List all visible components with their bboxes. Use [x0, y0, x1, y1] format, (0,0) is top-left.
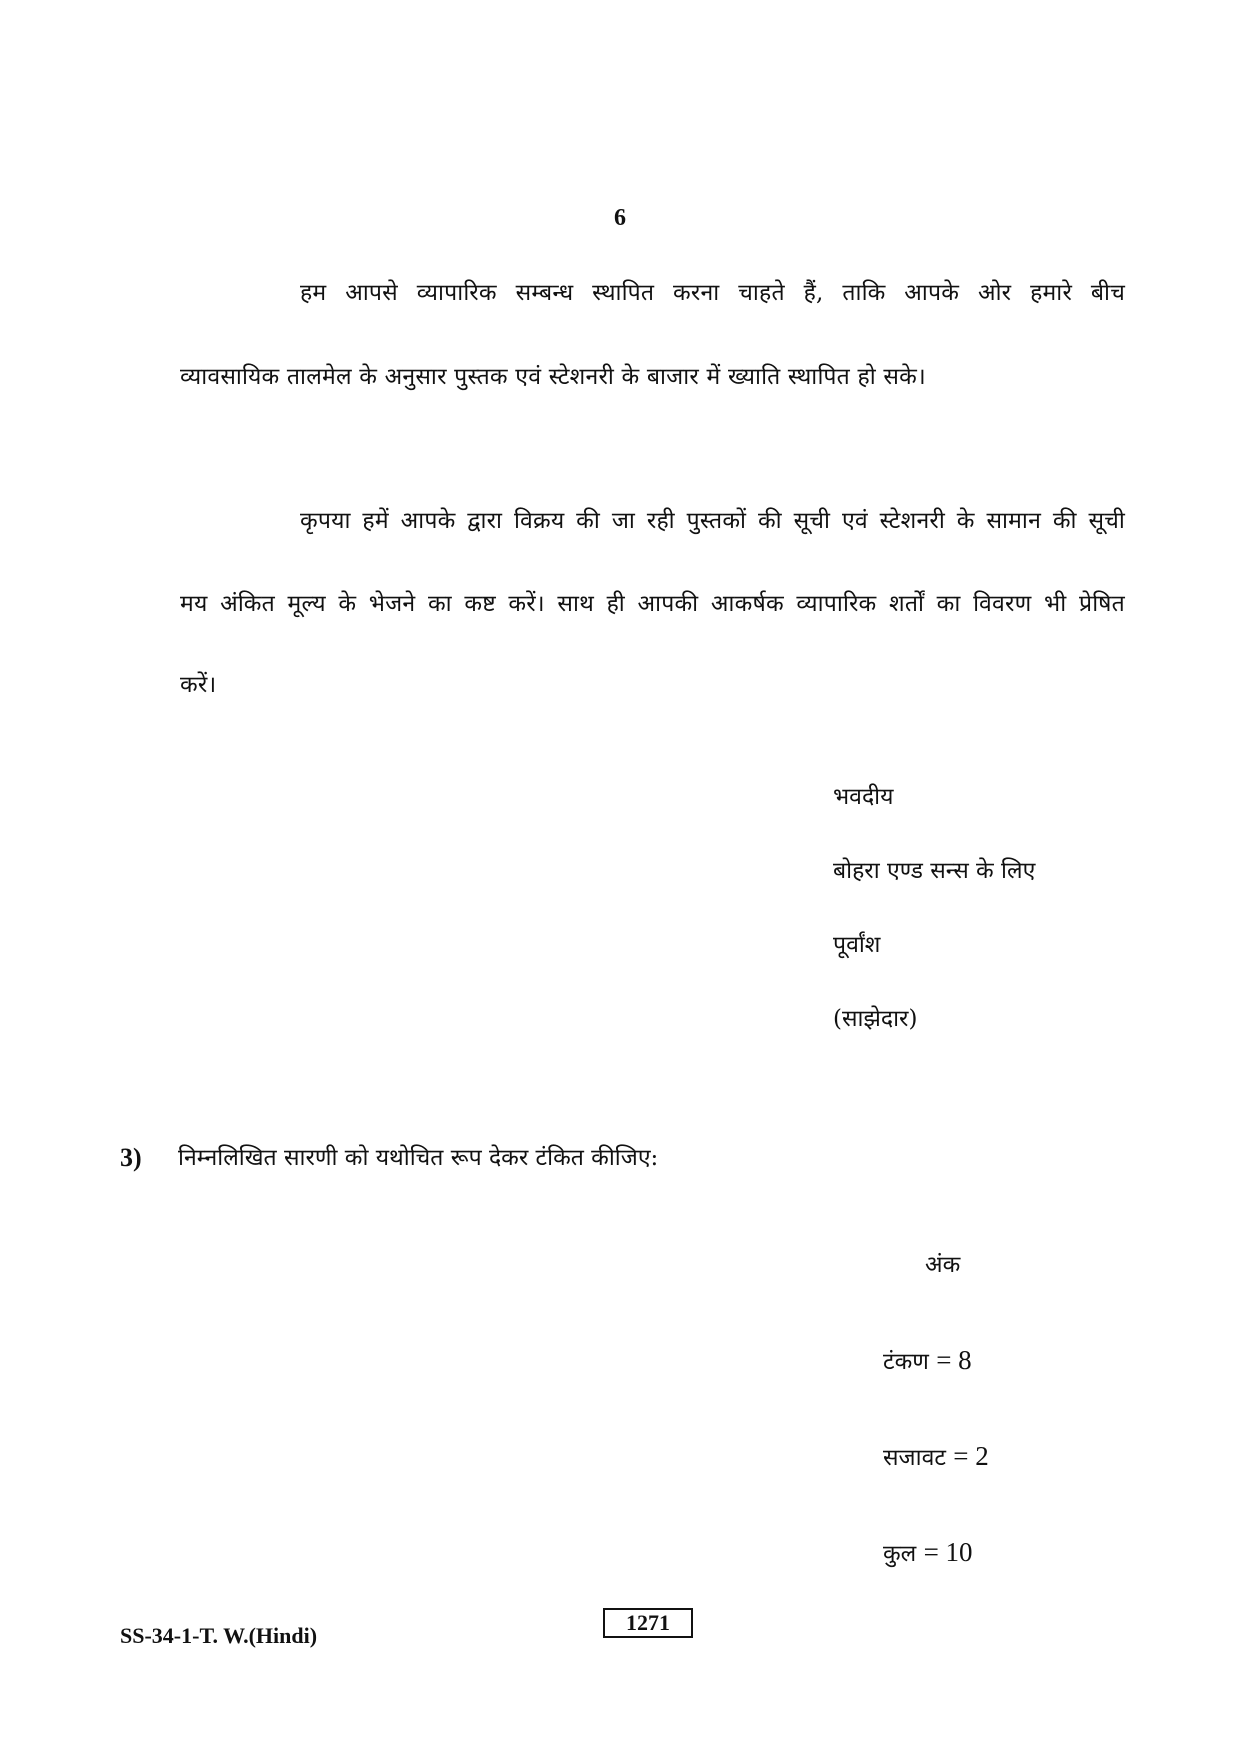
marks-row-typing	[883, 1345, 972, 1377]
marks-row-total	[883, 1537, 973, 1569]
marks-label: सजावट	[883, 1445, 946, 1471]
signature-company: बोहरा एण्ड सन्स के लिए	[833, 858, 1036, 884]
paragraph-2-line-1: कृपया हमें आपके द्वारा विक्रय की जा रही पुस्तकों की सूची एवं स्टेशनरी के सामान की सूची	[300, 508, 1125, 534]
marks-row-decoration	[883, 1441, 989, 1473]
marks-label: टंकण	[883, 1349, 929, 1375]
signature-designation: (साझेदार)	[833, 1006, 918, 1032]
question-text: निम्नलिखित सारणी को यथोचित रूप देकर टंकित कीजिए:	[178, 1145, 659, 1171]
marks-heading: अंक	[925, 1252, 961, 1278]
paragraph-1-line-2: व्यावसायिक तालमेल के अनुसार पुस्तक एवं स्टेशनरी के बाजार में ख्याति स्थापित हो सके।	[180, 364, 926, 390]
footer-page-box: 1271	[603, 1608, 693, 1638]
marks-value: = 8	[936, 1345, 972, 1375]
paragraph-2-line-2: मय अंकित मूल्य के भेजने का कष्ट करें। साथ ही आपकी आकर्षक व्यापारिक शर्तों का विवरण भी प्रेषित	[180, 591, 1125, 617]
paragraph-1-line-1: हम आपसे व्यापारिक सम्बन्ध स्थापित करना चाहते हैं, ताकि आपके ओर हमारे बीच	[300, 280, 1125, 306]
marks-value: = 10	[923, 1537, 973, 1567]
paragraph-2-line-3: करें।	[180, 672, 217, 698]
marks-value: = 2	[953, 1441, 989, 1471]
page-number: 6	[614, 205, 626, 231]
marks-label: कुल	[883, 1541, 917, 1567]
footer-paper-code: SS-34-1-T. W.(Hindi)	[120, 1623, 318, 1648]
signature-name: पूर्वांश	[833, 932, 881, 958]
question-number: 3)	[120, 1143, 142, 1172]
signature-closing: भवदीय	[833, 784, 894, 810]
